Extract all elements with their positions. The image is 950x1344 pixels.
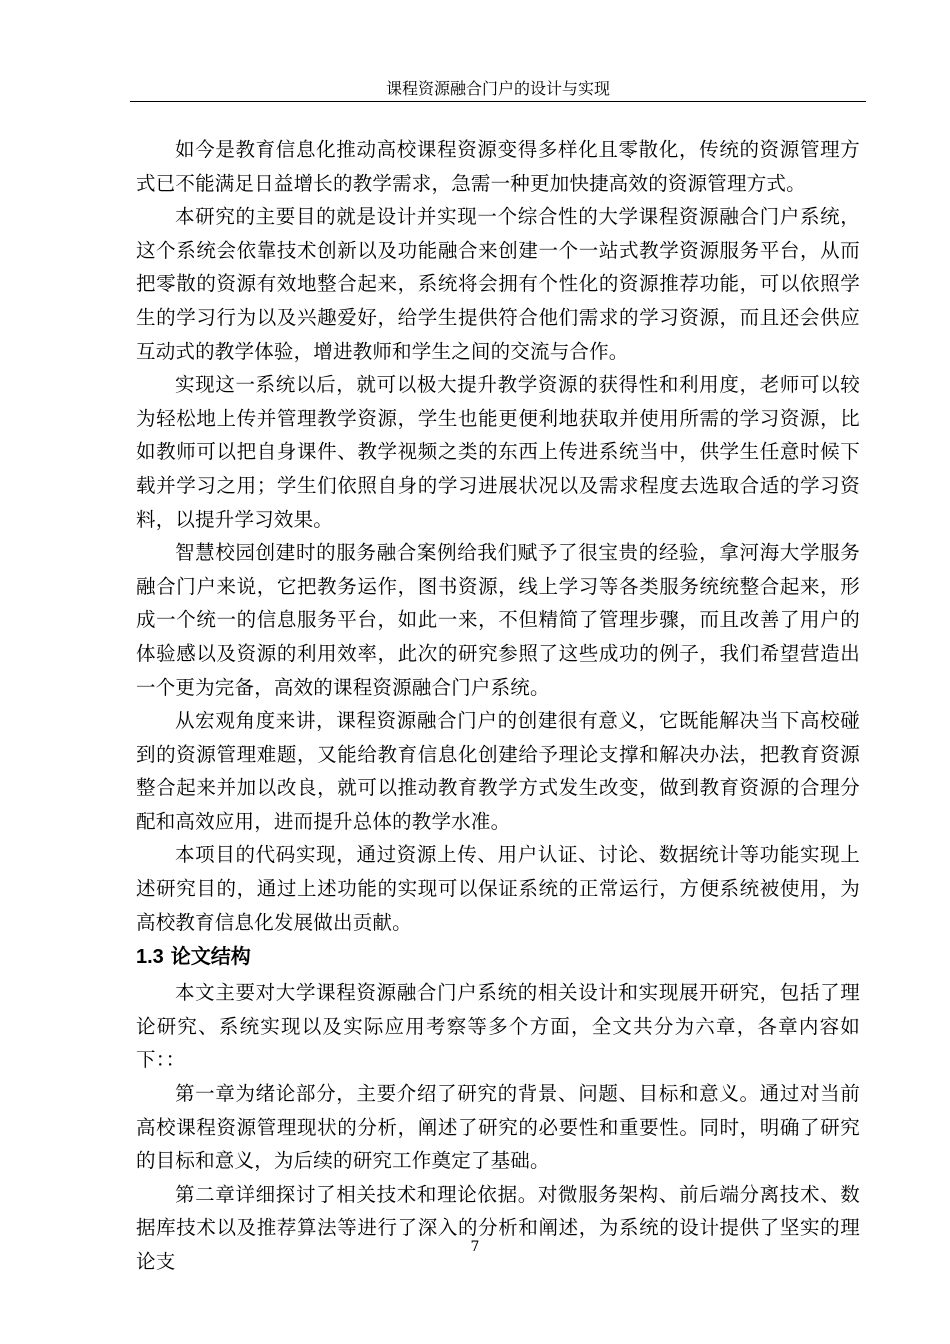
paragraph: 本研究的主要目的就是设计并实现一个综合性的大学课程资源融合门户系统，这个系统会依靠技术创新以及功能融合来创建一个一站式教学资源服务平台，从而把零散的资源有效地整合起来，系统将会拥有个性化的资源推荐功能，可以依照学生的学习行为以及兴趣爱好，给学生提供符合他们需求的学习资源，而且还会供应互动式的教学体验，增进教师和学生之间的交流与合作。 [136,205,860,363]
paragraph: 从宏观角度来讲，课程资源融合门户的创建很有意义，它既能解决当下高校碰到的资源管理难题，又能给教育信息化创建给予理论支撑和解决办法，把教育资源整合起来并加以改良，就可以推动教育教学方式发生改变，做到教育资源的合理分配和高效应用，进而提升总体的教学水准。 [136,709,860,833]
paragraph: 第一章为绪论部分，主要介绍了研究的背景、问题、目标和意义。通过对当前高校课程资源管理现状的分析，阐述了研究的必要性和重要性。同时，明确了研究的目标和意义，为后续的研究工作奠定了基础。 [136,1082,860,1173]
paragraph: 如今是教育信息化推动高校课程资源变得多样化且零散化，传统的资源管理方式已不能满足日益增长的教学需求，急需一种更加快捷高效的资源管理方式。 [136,138,860,195]
section-number: 1.3 [136,946,164,969]
paragraph: 第二章详细探讨了相关技术和理论依据。对微服务架构、前后端分离技术、数据库技术以及推荐算法等进行了深入的分析和阐述，为系统的设计提供了坚实的理论支 [136,1182,860,1273]
section-title: 论文结构 [170,944,251,969]
paragraph: 实现这一系统以后，就可以极大提升教学资源的获得性和利用度，老师可以较为轻松地上传并管理教学资源，学生也能更便利地获取并使用所需的学习资源，比如教师可以把自身课件、教学视频之类的东西上传进系统当中，供学生任意时候下载并学习之用；学生们依照自身的学习进展状况以及需求程度去选取合适的学习资料，以提升学习效果。 [136,373,860,531]
paragraph: 智慧校园创建时的服务融合案例给我们赋予了很宝贵的经验，拿河海大学服务融合门户来说，它把教务运作，图书资源，线上学习等各类服务统统整合起来，形成一个统一的信息服务平台，如此一来，不但精简了管理步骤，而且改善了用户的体验感以及资源的利用效率，此次的研究参照了这些成功的例子，我们希望营造出一个更为完备，高效的课程资源融合门户系统。 [136,541,860,699]
running-header: 课程资源融合门户的设计与实现 [385,79,610,98]
paragraph: 本项目的代码实现，通过资源上传、用户认证、讨论、数据统计等功能实现上述研究目的，通过上述功能的实现可以保证系统的正常运行，方便系统被使用，为高校教育信息化发展做出贡献。 [136,843,860,934]
body-text [136,133,860,1279]
section-heading [136,941,860,972]
header-rule [130,101,866,102]
paragraph: 本文主要对大学课程资源融合门户系统的相关设计和实现展开研究，包括了理论研究、系统实现以及实际应用考察等多个方面，全文共分为六章，各章内容如下：： [136,981,860,1072]
page-number: 7 [470,1239,480,1255]
